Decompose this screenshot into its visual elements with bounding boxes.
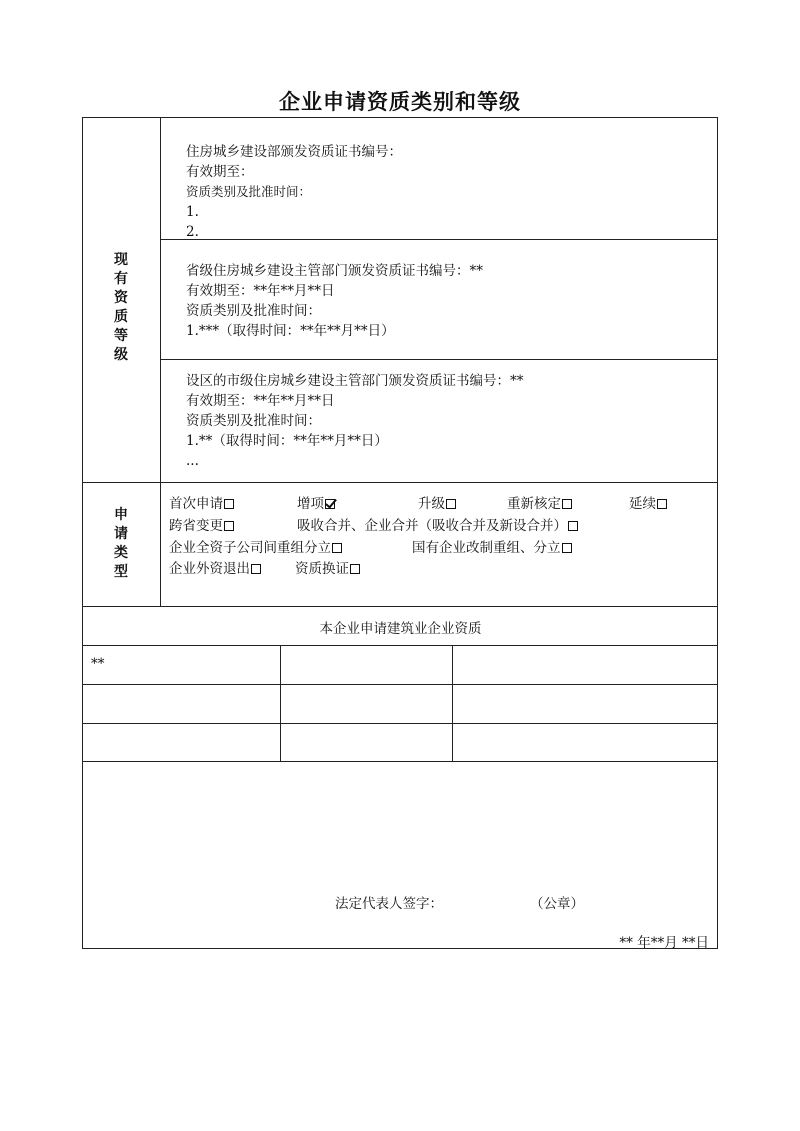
ellipsis: ... — [186, 453, 199, 469]
signature-date: ** 年**月 **日 — [619, 935, 709, 951]
page-title: 企业申请资质类别和等级 — [279, 90, 521, 114]
list-item: 1. — [186, 204, 199, 220]
category-time-line: 资质类别及批准时间： — [186, 413, 321, 429]
certificate-number-line: 住房城乡建设部颁发资质证书编号： — [186, 144, 402, 160]
validity-line: 有效期至：**年**月**日 — [186, 393, 335, 409]
checkbox[interactable] — [657, 499, 667, 509]
validity-line: 有效期至： — [186, 164, 254, 180]
divider-existing-section — [83, 482, 718, 483]
checkbox[interactable] — [224, 521, 234, 531]
list-item: 1.**（取得时间：**年**月**日） — [186, 433, 388, 449]
apply-option-subsidiary-split[interactable]: 企业全资子公司间重组分立 — [169, 536, 342, 556]
apply-option-merger[interactable]: 吸收合并、企业合并（吸收合并及新设合并） — [297, 514, 578, 534]
validity-line: 有效期至：**年**月**日 — [186, 283, 335, 299]
grid-cell[interactable]: ** — [91, 656, 105, 672]
category-time-line: 资质类别及批准时间： — [186, 303, 321, 319]
divider-grid-row2 — [83, 723, 718, 724]
apply-option-cross-province[interactable]: 跨省变更 — [169, 514, 234, 534]
apply-option-upgrade[interactable]: 升级 — [418, 492, 456, 512]
divider-grid-row3 — [83, 761, 718, 762]
apply-option-foreign-exit[interactable]: 企业外资退出 — [169, 557, 261, 577]
legal-rep-signature-label: 法定代表人签字： — [335, 896, 443, 912]
checkbox[interactable] — [332, 543, 342, 553]
checkbox[interactable] — [568, 521, 578, 531]
category-time-line: 资质类别及批准时间： — [186, 184, 312, 199]
apply-option-add-item[interactable]: 增项 — [297, 492, 335, 512]
divider-apply-heading — [83, 645, 718, 646]
checkbox[interactable] — [224, 499, 234, 509]
checkbox[interactable] — [562, 499, 572, 509]
apply-option-first-application[interactable]: 首次申请 — [169, 492, 234, 512]
grid-col-divider-2 — [452, 645, 453, 761]
certificate-number-line: 设区的市级住房城乡建设主管部门颁发资质证书编号：** — [186, 373, 524, 389]
checkbox[interactable] — [350, 564, 360, 574]
list-item: 2. — [186, 224, 199, 240]
checkbox[interactable] — [446, 499, 456, 509]
company-seal-label: （公章） — [530, 896, 584, 912]
divider-apply-type — [83, 606, 718, 607]
checkbox-checked[interactable] — [325, 499, 335, 509]
certificate-number-line: 省级住房城乡建设主管部门颁发资质证书编号：** — [186, 263, 483, 279]
apply-option-renewal[interactable]: 延续 — [629, 492, 667, 512]
list-item: 1.***（取得时间：**年**月**日） — [186, 323, 395, 339]
apply-option-cert-replacement[interactable]: 资质换证 — [295, 557, 360, 577]
divider-block2 — [160, 359, 718, 360]
apply-type-label: 申 请 类 型 — [114, 507, 128, 580]
label-column-divider — [160, 118, 161, 606]
apply-option-re-approval[interactable]: 重新核定 — [507, 492, 572, 512]
grid-col-divider-1 — [280, 645, 281, 761]
ministry-certificate-block — [186, 142, 402, 242]
divider-grid-row1 — [83, 684, 718, 685]
apply-option-soe-reform[interactable]: 国有企业改制重组、分立 — [412, 536, 572, 556]
application-form — [82, 117, 718, 949]
checkbox[interactable] — [562, 543, 572, 553]
provincial-certificate-block — [186, 261, 483, 341]
apply-qualification-heading: 本企业申请建筑业企业资质 — [319, 621, 482, 637]
checkbox[interactable] — [251, 564, 261, 574]
municipal-certificate-block — [186, 371, 524, 471]
existing-qualification-label: 现 有 资 质 等 级 — [114, 252, 128, 363]
